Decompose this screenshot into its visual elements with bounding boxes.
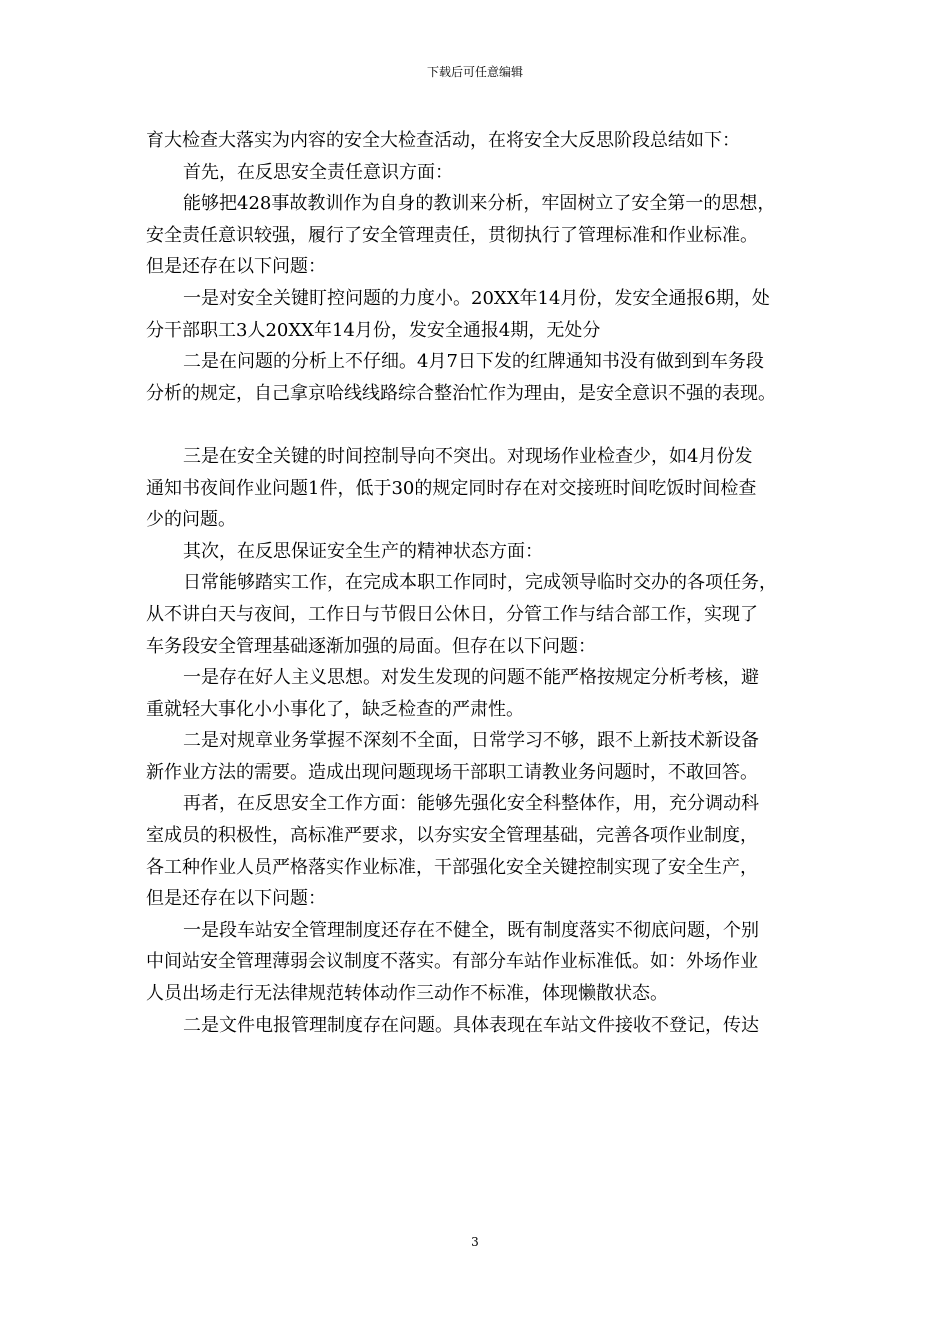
paragraph-line: 二是对规章业务掌握不深刻不全面，日常学习不够，跟不上新技术新设备: [183, 730, 759, 752]
paragraph-line: 日常能够踏实工作，在完成本职工作同时，完成领导临时交办的各项任务，: [183, 572, 777, 594]
document-body: [146, 125, 826, 1041]
paragraph-line: 重就轻大事化小小事化了，缺乏检查的严肃性。: [146, 698, 524, 720]
paragraph-line: 分析的规定，自己拿京哈线线路综合整治忙作为理由，是安全意识不强的表现。: [146, 382, 776, 404]
paragraph-line: 二是文件电报管理制度存在问题。具体表现在车站文件接收不登记，传达: [183, 1014, 759, 1036]
header-text: 下载后可任意编辑: [426, 65, 523, 79]
paragraph-line: 从不讲白天与夜间，工作日与节假日公休日，分管工作与结合部工作，实现了: [146, 603, 758, 625]
paragraph-line: 少的问题。: [146, 509, 236, 531]
paragraph-line: 但是还存在以下问题：: [146, 256, 326, 278]
page-header: [0, 64, 950, 80]
paragraph-line: 人员出场走行无法律规范转体动作三动作不标准，体现懒散状态。: [146, 983, 668, 1005]
section-heading-safety-work: 再者，在反思安全工作方面：能够先强化安全科整体作，用，充分调动科: [183, 793, 759, 815]
paragraph-line: 二是在问题的分析上不仔细。4月7日下发的红牌通知书没有做到到车务段: [183, 351, 764, 373]
paragraph-line: 安全责任意识较强，履行了安全管理责任，贯彻执行了管理标准和作业标准。: [146, 224, 758, 246]
paragraph-line: 一是段车站安全管理制度还存在不健全，既有制度落实不彻底问题，个别: [183, 919, 759, 941]
section-heading-responsibility: 首先，在反思安全责任意识方面：: [183, 161, 453, 183]
page-number: 3: [471, 1235, 479, 1249]
paragraph-line: 新作业方法的需要。造成出现问题现场干部职工请教业务问题时，不敢回答。: [146, 761, 758, 783]
paragraph-line: 但是还存在以下问题：: [146, 888, 326, 910]
paragraph-line: 一是存在好人主义思想。对发生发现的问题不能严格按规定分析考核，避: [183, 667, 759, 689]
paragraph-line: 车务段安全管理基础逐渐加强的局面。但存在以下问题：: [146, 635, 596, 657]
paragraph-line: 三是在安全关键的时间控制导向不突出。对现场作业检查少，如4月份发: [183, 445, 753, 467]
paragraph-line: 中间站安全管理薄弱会议制度不落实。有部分车站作业标准低。如：外场作业: [146, 951, 758, 973]
page-footer: [0, 1234, 950, 1250]
paragraph-line: 能够把428事故教训作为自身的教训来分析，牢固树立了安全第一的思想，: [183, 193, 776, 215]
paragraph-line: 室成员的积极性，高标准严要求，以夯实安全管理基础，完善各项作业制度，: [146, 825, 758, 847]
paragraph-line: 各工种作业人员严格落实作业标准，干部强化安全关键控制实现了安全生产，: [146, 856, 758, 878]
paragraph-line: 育大检查大落实为内容的安全大检查活动，在将安全大反思阶段总结如下：: [146, 130, 740, 151]
paragraph-line: 一是对安全关键盯控问题的力度小。20XX年14月份，发安全通报6期，处: [183, 287, 770, 309]
paragraph-line: 通知书夜间作业问题1件，低于30的规定同时存在对交接班时间吃饭时间检查: [146, 477, 757, 499]
paragraph-line: 分干部职工3人20XX年14月份，发安全通报4期，无处分: [146, 319, 601, 341]
section-heading-mental-state: 其次，在反思保证安全生产的精神状态方面：: [183, 540, 543, 562]
